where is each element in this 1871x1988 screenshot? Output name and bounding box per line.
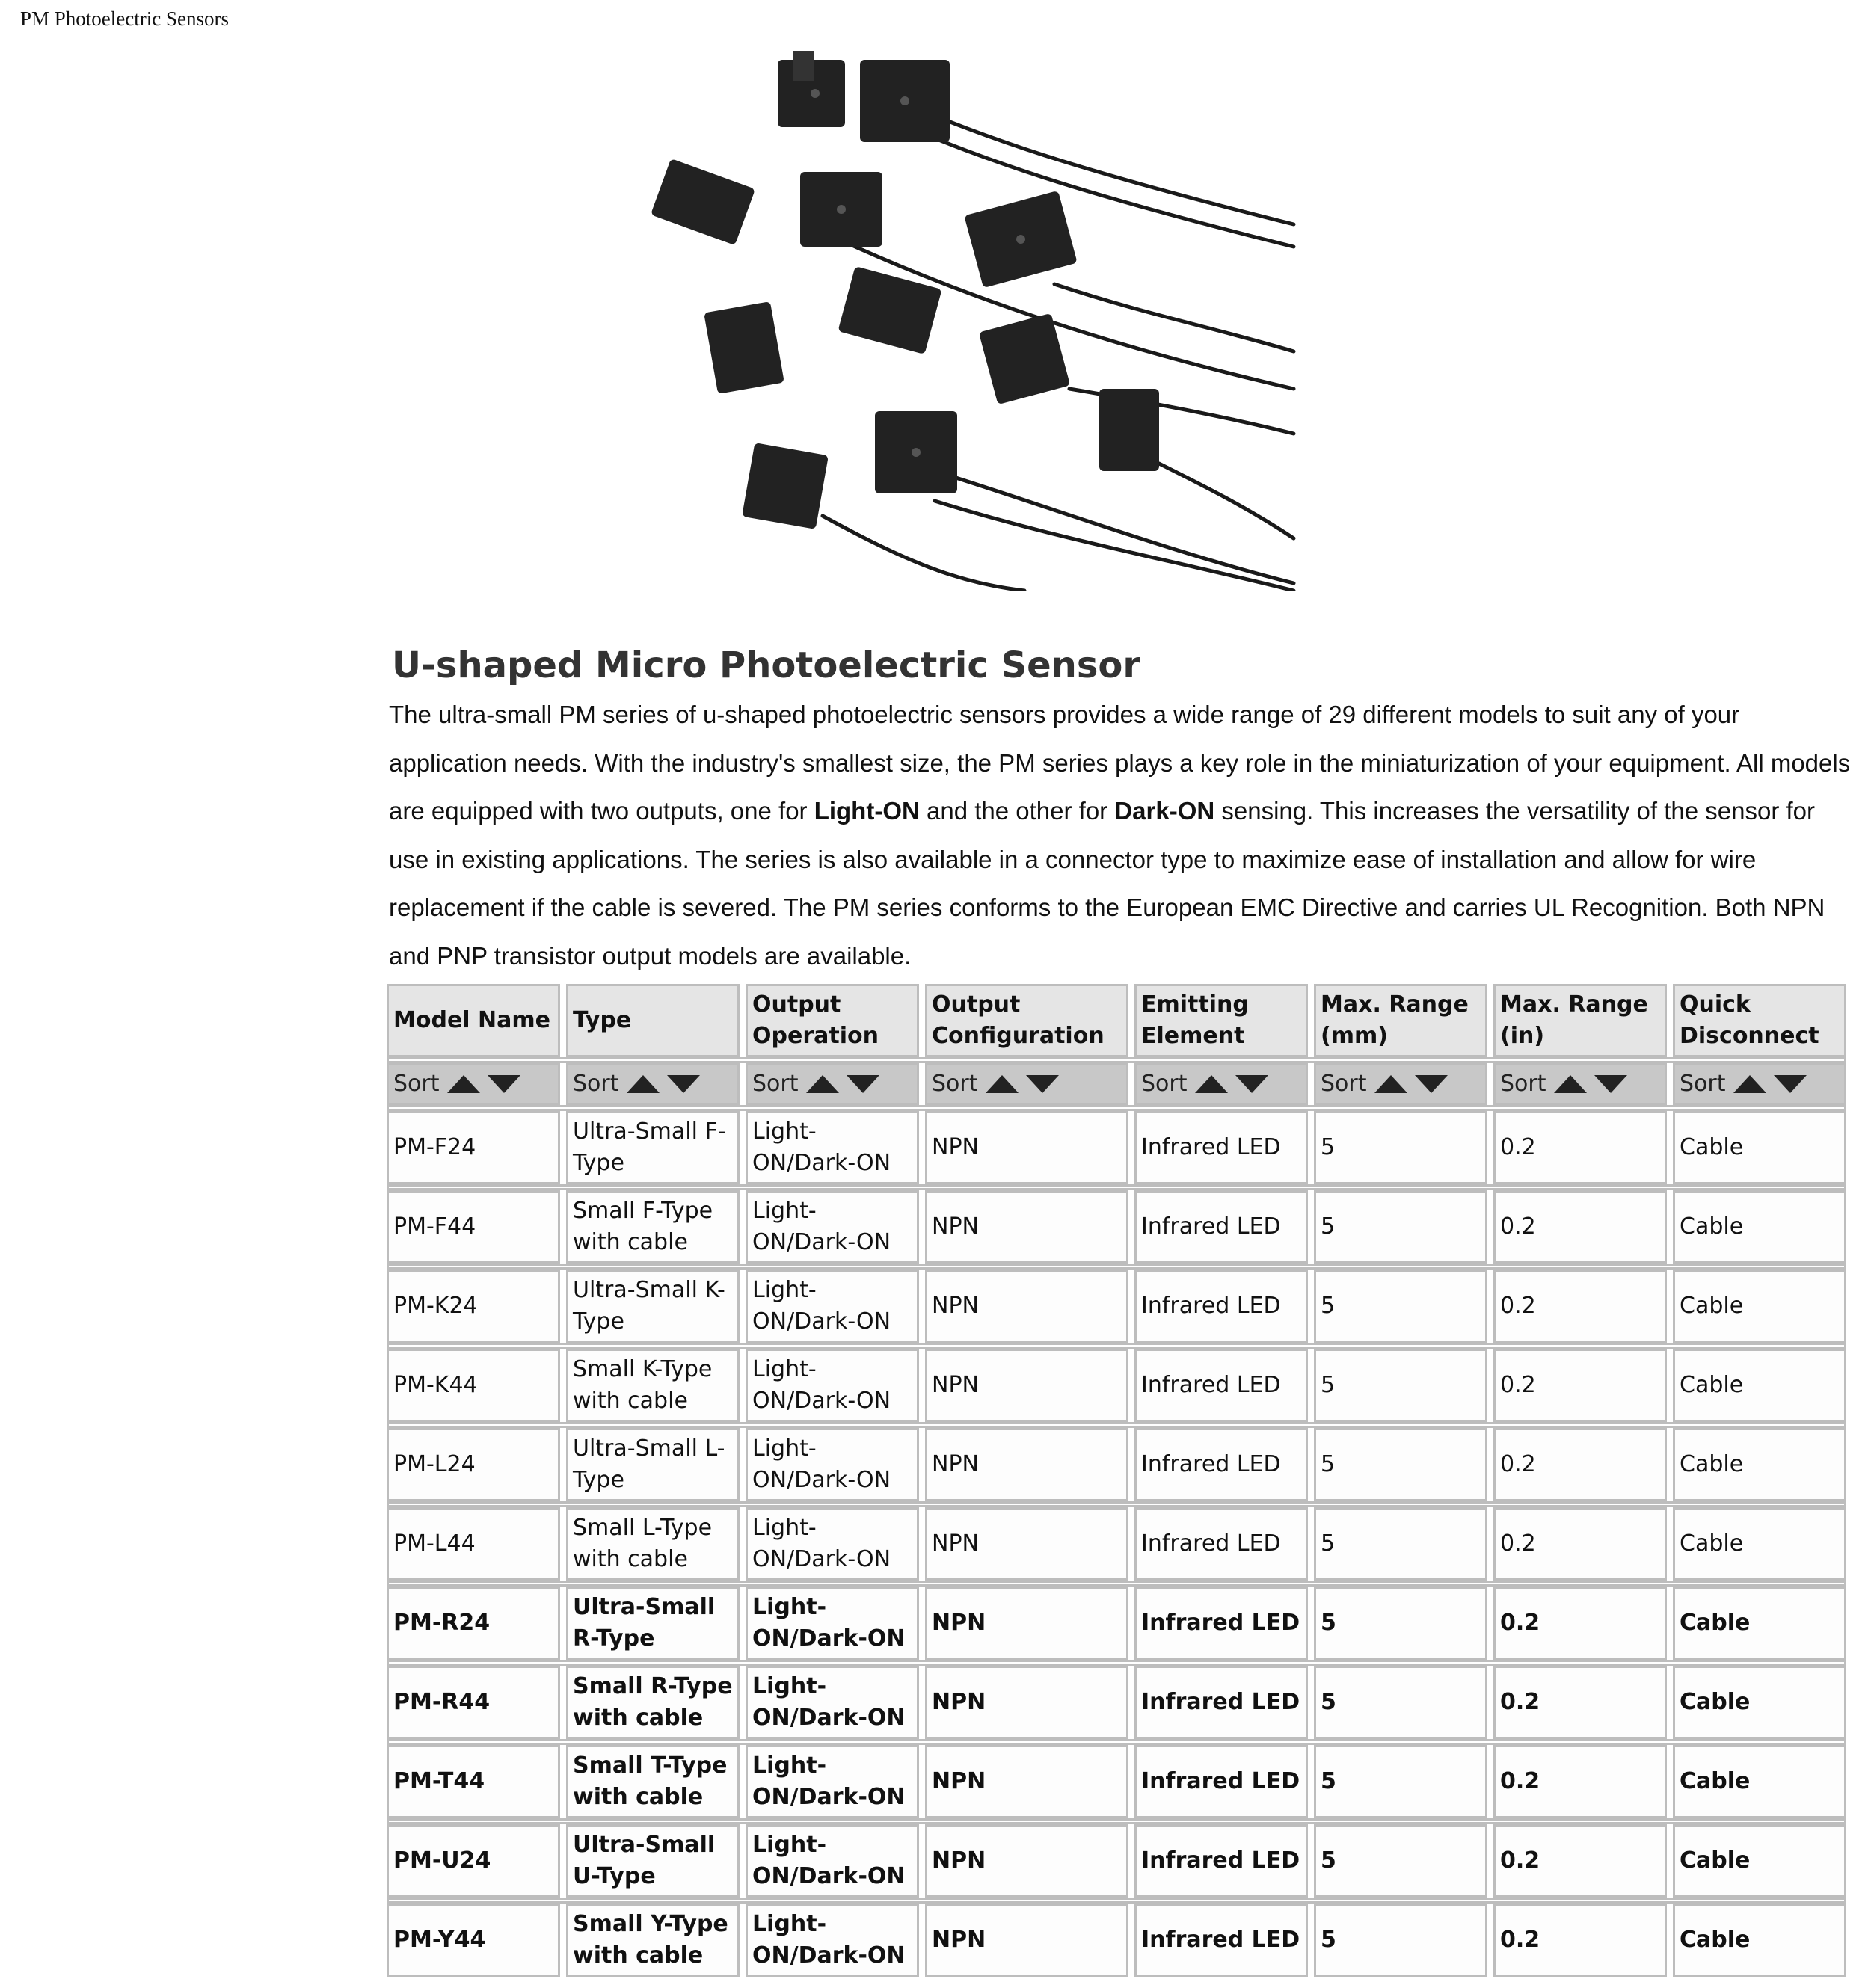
cell-max-range-in: 0.2: [1493, 1587, 1667, 1660]
table-row: [387, 1507, 1846, 1581]
light-on-term: Light-ON: [814, 797, 920, 825]
cell-type: Ultra-Small F-Type: [566, 1111, 740, 1184]
cell-quick-disconnect: Cable: [1673, 1111, 1846, 1184]
cell-model-name: PM-L44: [387, 1507, 560, 1581]
cell-type: Ultra-Small R-Type: [566, 1587, 740, 1660]
cell-quick-disconnect: Cable: [1673, 1507, 1846, 1581]
table-row: [387, 1270, 1846, 1343]
header-output-configuration: Output Configuration: [925, 984, 1128, 1057]
cell-type: Small Y-Type with cable: [566, 1904, 740, 1977]
header-output-operation: Output Operation: [746, 984, 919, 1057]
cell-output-configuration: NPN: [925, 1190, 1128, 1264]
cell-max-range-in: 0.2: [1493, 1270, 1667, 1343]
sort-descending-icon[interactable]: [1415, 1075, 1448, 1093]
cell-emitting-element: Infrared LED: [1134, 1824, 1308, 1898]
cell-type: Ultra-Small U-Type: [566, 1824, 740, 1898]
cell-emitting-element: Infrared LED: [1134, 1666, 1308, 1739]
sort-cell-quick-disconnect: [1673, 1063, 1846, 1105]
sort-ascending-icon[interactable]: [806, 1075, 839, 1093]
cell-type: Small T-Type with cable: [566, 1745, 740, 1818]
table-row: [387, 1428, 1846, 1501]
sort-ascending-icon[interactable]: [1554, 1075, 1587, 1093]
cell-max-range-mm: 5: [1314, 1666, 1487, 1739]
cell-max-range-in: 0.2: [1493, 1824, 1667, 1898]
table-row: [387, 1190, 1846, 1264]
cell-output-operation: Light-ON/Dark-ON: [746, 1666, 919, 1739]
cell-max-range-mm: 5: [1314, 1507, 1487, 1581]
header-type: Type: [566, 984, 740, 1057]
sort-ascending-icon[interactable]: [1374, 1075, 1407, 1093]
cell-model-name: PM-F44: [387, 1190, 560, 1264]
cell-emitting-element: Infrared LED: [1134, 1745, 1308, 1818]
cell-quick-disconnect: Cable: [1673, 1824, 1846, 1898]
cell-emitting-element: Infrared LED: [1134, 1904, 1308, 1977]
cell-emitting-element: Infrared LED: [1134, 1428, 1308, 1501]
cell-quick-disconnect: Cable: [1673, 1190, 1846, 1264]
sort-descending-icon[interactable]: [847, 1075, 879, 1093]
cell-output-operation: Light-ON/Dark-ON: [746, 1824, 919, 1898]
sort-ascending-icon[interactable]: [986, 1075, 1019, 1093]
cell-max-range-mm: 5: [1314, 1904, 1487, 1977]
sort-ascending-icon[interactable]: [1733, 1075, 1766, 1093]
cell-quick-disconnect: Cable: [1673, 1349, 1846, 1422]
sort-row: [387, 1063, 1846, 1105]
cell-type: Small K-Type with cable: [566, 1349, 740, 1422]
cell-output-operation: Light-ON/Dark-ON: [746, 1349, 919, 1422]
table-row: [387, 1587, 1846, 1660]
cell-output-operation: Light-ON/Dark-ON: [746, 1270, 919, 1343]
sort-cell-model-name: [387, 1063, 560, 1105]
cell-emitting-element: Infrared LED: [1134, 1587, 1308, 1660]
cell-max-range-in: 0.2: [1493, 1904, 1667, 1977]
cell-model-name: PM-K24: [387, 1270, 560, 1343]
cell-emitting-element: Infrared LED: [1134, 1507, 1308, 1581]
cell-output-configuration: NPN: [925, 1745, 1128, 1818]
cell-model-name: PM-R44: [387, 1666, 560, 1739]
cell-max-range-mm: 5: [1314, 1428, 1487, 1501]
table-row: [387, 1904, 1846, 1977]
cell-emitting-element: Infrared LED: [1134, 1111, 1308, 1184]
header-model-name: Model Name: [387, 984, 560, 1057]
cell-max-range-in: 0.2: [1493, 1349, 1667, 1422]
cell-model-name: PM-K44: [387, 1349, 560, 1422]
cell-output-configuration: NPN: [925, 1587, 1128, 1660]
sort-label: Sort: [1680, 1071, 1726, 1097]
cell-output-configuration: NPN: [925, 1666, 1128, 1739]
description-section: [389, 643, 1855, 980]
header-max-range-in: Max. Range (in): [1493, 984, 1667, 1057]
header-quick-disconnect: Quick Disconnect: [1673, 984, 1846, 1057]
cell-output-operation: Light-ON/Dark-ON: [746, 1745, 919, 1818]
cell-type: Small R-Type with cable: [566, 1666, 740, 1739]
cell-max-range-in: 0.2: [1493, 1745, 1667, 1818]
sort-cell-max-range-in: [1493, 1063, 1667, 1105]
product-photo: [636, 45, 1309, 591]
cell-emitting-element: Infrared LED: [1134, 1270, 1308, 1343]
sort-descending-icon[interactable]: [488, 1075, 520, 1093]
cell-output-configuration: NPN: [925, 1507, 1128, 1581]
sort-cell-type: [566, 1063, 740, 1105]
cell-max-range-mm: 5: [1314, 1190, 1487, 1264]
cell-model-name: PM-R24: [387, 1587, 560, 1660]
table-header-row: [387, 984, 1846, 1057]
section-description: The ultra-small PM series of u-shaped photoelectric sensors provides a wide range of 29 different models to suit any of your application needs. With the industry's smallest size, the PM series plays a key role in the miniaturization of your equipment. All models are equipped with two outputs, one for Light-ON and the other for Dark-ON sensing. This increases the versatility of the sensor for use in existing applications. The series is also available in a connector type to maximize ease of installation and allow for wire replacement if the cable is severed. The PM series conforms to the European EMC Directive and carries UL Recognition. Both NPN and PNP transistor output models are available.: [389, 701, 1851, 970]
sort-cell-output-operation: [746, 1063, 919, 1105]
table-row: [387, 1666, 1846, 1739]
cell-output-operation: Light-ON/Dark-ON: [746, 1111, 919, 1184]
sort-label: Sort: [752, 1071, 799, 1097]
sort-descending-icon[interactable]: [1594, 1075, 1627, 1093]
cell-output-operation: Light-ON/Dark-ON: [746, 1587, 919, 1660]
cell-output-operation: Light-ON/Dark-ON: [746, 1428, 919, 1501]
cell-emitting-element: Infrared LED: [1134, 1349, 1308, 1422]
table-row: [387, 1745, 1846, 1818]
sort-label: Sort: [1500, 1071, 1546, 1097]
sort-descending-icon[interactable]: [667, 1075, 700, 1093]
sort-cell-max-range-mm: [1314, 1063, 1487, 1105]
section-title: U-shaped Micro Photoelectric Sensor: [392, 644, 1141, 686]
sort-ascending-icon[interactable]: [447, 1075, 480, 1093]
cell-max-range-mm: 5: [1314, 1349, 1487, 1422]
sort-cell-output-configuration: [925, 1063, 1128, 1105]
sort-label: Sort: [573, 1071, 619, 1097]
sort-label: Sort: [932, 1071, 978, 1097]
cell-max-range-in: 0.2: [1493, 1190, 1667, 1264]
cell-output-operation: Light-ON/Dark-ON: [746, 1904, 919, 1977]
cell-model-name: PM-Y44: [387, 1904, 560, 1977]
sort-label: Sort: [393, 1071, 440, 1097]
cell-max-range-in: 0.2: [1493, 1428, 1667, 1501]
cell-type: Ultra-Small L-Type: [566, 1428, 740, 1501]
cell-output-configuration: NPN: [925, 1904, 1128, 1977]
cell-max-range-in: 0.2: [1493, 1507, 1667, 1581]
sort-label: Sort: [1141, 1071, 1188, 1097]
cell-quick-disconnect: Cable: [1673, 1904, 1846, 1977]
cell-quick-disconnect: Cable: [1673, 1587, 1846, 1660]
cell-output-configuration: NPN: [925, 1349, 1128, 1422]
cell-model-name: PM-T44: [387, 1745, 560, 1818]
cell-max-range-in: 0.2: [1493, 1111, 1667, 1184]
sort-ascending-icon[interactable]: [627, 1075, 660, 1093]
sort-cell-emitting-element: [1134, 1063, 1308, 1105]
sensor-table: [381, 984, 1852, 1977]
cell-output-configuration: NPN: [925, 1270, 1128, 1343]
cell-quick-disconnect: Cable: [1673, 1745, 1846, 1818]
header-emitting-element: Emitting Element: [1134, 984, 1308, 1057]
cell-quick-disconnect: Cable: [1673, 1270, 1846, 1343]
cell-type: Small F-Type with cable: [566, 1190, 740, 1264]
cell-output-configuration: NPN: [925, 1824, 1128, 1898]
cell-max-range-mm: 5: [1314, 1111, 1487, 1184]
table-row: [387, 1349, 1846, 1422]
cell-output-configuration: NPN: [925, 1428, 1128, 1501]
cell-output-operation: Light-ON/Dark-ON: [746, 1507, 919, 1581]
cell-output-operation: Light-ON/Dark-ON: [746, 1190, 919, 1264]
table-row: [387, 1111, 1846, 1184]
sort-descending-icon[interactable]: [1026, 1075, 1059, 1093]
sort-ascending-icon[interactable]: [1195, 1075, 1228, 1093]
header-max-range-mm: Max. Range (mm): [1314, 984, 1487, 1057]
dark-on-term: Dark-ON: [1114, 797, 1215, 825]
cell-model-name: PM-L24: [387, 1428, 560, 1501]
table-row: [387, 1824, 1846, 1898]
cell-max-range-mm: 5: [1314, 1745, 1487, 1818]
cell-quick-disconnect: Cable: [1673, 1428, 1846, 1501]
cell-max-range-in: 0.2: [1493, 1666, 1667, 1739]
cell-output-configuration: NPN: [925, 1111, 1128, 1184]
cell-emitting-element: Infrared LED: [1134, 1190, 1308, 1264]
cell-type: Ultra-Small K-Type: [566, 1270, 740, 1343]
sort-descending-icon[interactable]: [1235, 1075, 1268, 1093]
sort-label: Sort: [1321, 1071, 1367, 1097]
cell-max-range-mm: 5: [1314, 1587, 1487, 1660]
page-label: PM Photoelectric Sensors: [20, 7, 229, 30]
sort-descending-icon[interactable]: [1774, 1075, 1807, 1093]
cell-type: Small L-Type with cable: [566, 1507, 740, 1581]
cell-max-range-mm: 5: [1314, 1270, 1487, 1343]
cell-model-name: PM-F24: [387, 1111, 560, 1184]
cell-max-range-mm: 5: [1314, 1824, 1487, 1898]
cell-model-name: PM-U24: [387, 1824, 560, 1898]
cell-quick-disconnect: Cable: [1673, 1666, 1846, 1739]
